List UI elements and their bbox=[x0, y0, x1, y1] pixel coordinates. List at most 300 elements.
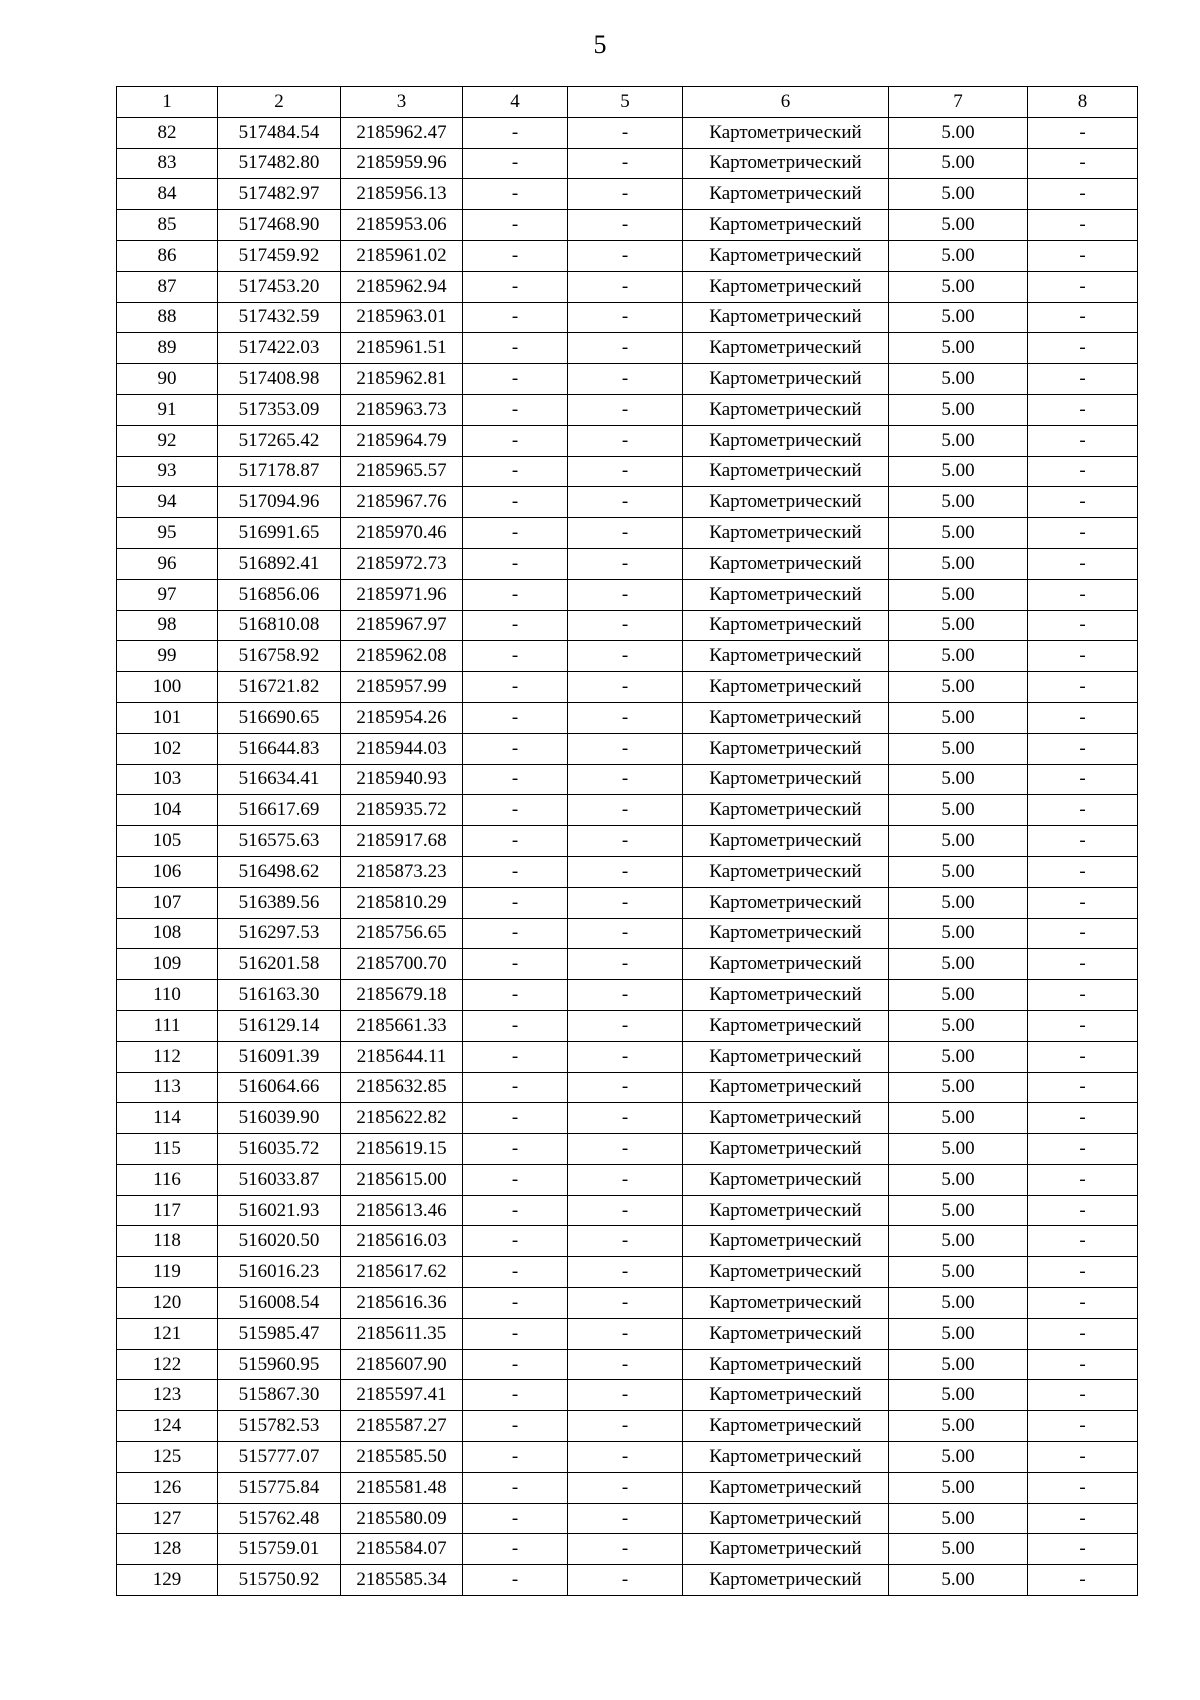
table-cell: - bbox=[463, 425, 568, 456]
table-cell: 115 bbox=[117, 1134, 218, 1165]
table-cell: 517178.87 bbox=[218, 456, 341, 487]
table-cell: - bbox=[1028, 179, 1138, 210]
table-cell: 5.00 bbox=[889, 1565, 1028, 1596]
table-cell: 5.00 bbox=[889, 733, 1028, 764]
table-cell: - bbox=[568, 702, 683, 733]
table-cell: - bbox=[1028, 887, 1138, 918]
table-cell: 2185700.70 bbox=[341, 949, 463, 980]
table-cell: 2185580.09 bbox=[341, 1503, 463, 1534]
table-cell: 2185935.72 bbox=[341, 795, 463, 826]
table-cell: - bbox=[1028, 333, 1138, 364]
table-cell: - bbox=[1028, 1349, 1138, 1380]
table-row bbox=[117, 148, 1138, 179]
table-cell: 515775.84 bbox=[218, 1472, 341, 1503]
table-cell: 5.00 bbox=[889, 672, 1028, 703]
table-cell: - bbox=[463, 610, 568, 641]
table-cell: - bbox=[463, 949, 568, 980]
table-cell: Картометрический bbox=[683, 641, 889, 672]
table-cell: 127 bbox=[117, 1503, 218, 1534]
table-cell: - bbox=[568, 425, 683, 456]
table-cell: 5.00 bbox=[889, 1195, 1028, 1226]
table-cell: 2185962.47 bbox=[341, 117, 463, 148]
table-cell: 121 bbox=[117, 1318, 218, 1349]
table-row bbox=[117, 1472, 1138, 1503]
table-cell: 111 bbox=[117, 1010, 218, 1041]
column-header: 3 bbox=[341, 87, 463, 118]
table-cell: 5.00 bbox=[889, 1103, 1028, 1134]
table-cell: - bbox=[463, 1503, 568, 1534]
table-row bbox=[117, 1380, 1138, 1411]
table-cell: Картометрический bbox=[683, 918, 889, 949]
table-cell: - bbox=[568, 1226, 683, 1257]
table-row bbox=[117, 1103, 1138, 1134]
table-cell: - bbox=[568, 487, 683, 518]
table-row bbox=[117, 548, 1138, 579]
table-cell: Картометрический bbox=[683, 579, 889, 610]
table-cell: - bbox=[463, 795, 568, 826]
table-cell: 2185917.68 bbox=[341, 826, 463, 857]
table-cell: 5.00 bbox=[889, 887, 1028, 918]
table-cell: 2185585.34 bbox=[341, 1565, 463, 1596]
table-cell: 517422.03 bbox=[218, 333, 341, 364]
table-cell: 112 bbox=[117, 1041, 218, 1072]
table-row bbox=[117, 918, 1138, 949]
table-cell: 2185619.15 bbox=[341, 1134, 463, 1165]
table-cell: 517353.09 bbox=[218, 394, 341, 425]
table-cell: 119 bbox=[117, 1257, 218, 1288]
table-cell: 5.00 bbox=[889, 641, 1028, 672]
table-cell: - bbox=[1028, 826, 1138, 857]
table-cell: - bbox=[463, 579, 568, 610]
table-cell: 5.00 bbox=[889, 1226, 1028, 1257]
table-cell: - bbox=[1028, 1195, 1138, 1226]
table-row bbox=[117, 1442, 1138, 1473]
table-cell: - bbox=[1028, 240, 1138, 271]
table-cell: 104 bbox=[117, 795, 218, 826]
table-cell: - bbox=[568, 641, 683, 672]
table-row bbox=[117, 271, 1138, 302]
table-cell: 5.00 bbox=[889, 117, 1028, 148]
table-cell: Картометрический bbox=[683, 1349, 889, 1380]
table-cell: 2185810.29 bbox=[341, 887, 463, 918]
table-cell: 5.00 bbox=[889, 148, 1028, 179]
table-header bbox=[117, 87, 1138, 118]
table-cell: 98 bbox=[117, 610, 218, 641]
table-cell: - bbox=[568, 1442, 683, 1473]
table-cell: 5.00 bbox=[889, 1164, 1028, 1195]
table-cell: - bbox=[463, 117, 568, 148]
table-row bbox=[117, 117, 1138, 148]
table-cell: - bbox=[463, 179, 568, 210]
table-cell: - bbox=[463, 702, 568, 733]
table-cell: 124 bbox=[117, 1411, 218, 1442]
table-row bbox=[117, 1565, 1138, 1596]
table-cell: 5.00 bbox=[889, 1072, 1028, 1103]
table-cell: 5.00 bbox=[889, 795, 1028, 826]
table-cell: - bbox=[568, 394, 683, 425]
table-cell: 516297.53 bbox=[218, 918, 341, 949]
table-cell: - bbox=[463, 1072, 568, 1103]
table-cell: Картометрический bbox=[683, 487, 889, 518]
table-cell: - bbox=[463, 1134, 568, 1165]
table-cell: 5.00 bbox=[889, 333, 1028, 364]
table-cell: - bbox=[568, 672, 683, 703]
table-cell: - bbox=[1028, 1134, 1138, 1165]
table-cell: - bbox=[568, 1164, 683, 1195]
table-row bbox=[117, 1534, 1138, 1565]
table-cell: - bbox=[1028, 518, 1138, 549]
table-cell: - bbox=[463, 1288, 568, 1319]
table-cell: 100 bbox=[117, 672, 218, 703]
table-row bbox=[117, 610, 1138, 641]
table-cell: - bbox=[1028, 1226, 1138, 1257]
table-row bbox=[117, 980, 1138, 1011]
table-row bbox=[117, 1257, 1138, 1288]
table-cell: 2185607.90 bbox=[341, 1349, 463, 1380]
table-cell: Картометрический bbox=[683, 795, 889, 826]
page-number: 5 bbox=[593, 30, 607, 59]
table-cell: Картометрический bbox=[683, 887, 889, 918]
table-cell: 5.00 bbox=[889, 1472, 1028, 1503]
table-cell: 516721.82 bbox=[218, 672, 341, 703]
table-cell: Картометрический bbox=[683, 394, 889, 425]
table-cell: - bbox=[568, 1318, 683, 1349]
table-cell: 516021.93 bbox=[218, 1195, 341, 1226]
table-cell: - bbox=[1028, 148, 1138, 179]
table-row bbox=[117, 1503, 1138, 1534]
table-cell: Картометрический bbox=[683, 1442, 889, 1473]
column-header: 7 bbox=[889, 87, 1028, 118]
table-cell: Картометрический bbox=[683, 1164, 889, 1195]
table-cell: - bbox=[1028, 210, 1138, 241]
table-cell: - bbox=[1028, 1257, 1138, 1288]
table-cell: 120 bbox=[117, 1288, 218, 1319]
table-cell: 515782.53 bbox=[218, 1411, 341, 1442]
table-cell: 88 bbox=[117, 302, 218, 333]
table-row bbox=[117, 456, 1138, 487]
table-cell: - bbox=[463, 856, 568, 887]
table-cell: 105 bbox=[117, 826, 218, 857]
table-cell: Картометрический bbox=[683, 672, 889, 703]
table-cell: 2185873.23 bbox=[341, 856, 463, 887]
table-cell: 516091.39 bbox=[218, 1041, 341, 1072]
table-cell: Картометрический bbox=[683, 1072, 889, 1103]
table-cell: 96 bbox=[117, 548, 218, 579]
table-cell: 2185661.33 bbox=[341, 1010, 463, 1041]
table-cell: 5.00 bbox=[889, 1257, 1028, 1288]
table-cell: 5.00 bbox=[889, 918, 1028, 949]
table-cell: - bbox=[1028, 1041, 1138, 1072]
table-cell: - bbox=[463, 1349, 568, 1380]
table-cell: - bbox=[463, 148, 568, 179]
table-cell: - bbox=[1028, 1288, 1138, 1319]
table-cell: - bbox=[463, 1010, 568, 1041]
table-cell: - bbox=[463, 548, 568, 579]
table-cell: - bbox=[1028, 1565, 1138, 1596]
table-cell: - bbox=[1028, 1072, 1138, 1103]
table-cell: - bbox=[463, 394, 568, 425]
table-cell: - bbox=[568, 1411, 683, 1442]
table-cell: Картометрический bbox=[683, 117, 889, 148]
table-cell: 125 bbox=[117, 1442, 218, 1473]
table-cell: 517453.20 bbox=[218, 271, 341, 302]
table-cell: - bbox=[463, 518, 568, 549]
table-cell: 516644.83 bbox=[218, 733, 341, 764]
table-cell: Картометрический bbox=[683, 302, 889, 333]
table-cell: - bbox=[568, 826, 683, 857]
table-cell: 5.00 bbox=[889, 271, 1028, 302]
table-cell: - bbox=[463, 1195, 568, 1226]
table-row bbox=[117, 1072, 1138, 1103]
table-row bbox=[117, 672, 1138, 703]
table-cell: 517482.80 bbox=[218, 148, 341, 179]
table-cell: Картометрический bbox=[683, 1010, 889, 1041]
table-cell: - bbox=[568, 1472, 683, 1503]
table-cell: - bbox=[1028, 1103, 1138, 1134]
table-cell: 5.00 bbox=[889, 394, 1028, 425]
table-cell: - bbox=[1028, 548, 1138, 579]
table-row bbox=[117, 240, 1138, 271]
table-cell: Картометрический bbox=[683, 425, 889, 456]
table-cell: - bbox=[568, 1010, 683, 1041]
table-cell: 99 bbox=[117, 641, 218, 672]
table-cell: 2185953.06 bbox=[341, 210, 463, 241]
table-cell: 5.00 bbox=[889, 1380, 1028, 1411]
table-cell: 5.00 bbox=[889, 518, 1028, 549]
table-cell: - bbox=[568, 302, 683, 333]
table-cell: Картометрический bbox=[683, 333, 889, 364]
header-row bbox=[117, 87, 1138, 118]
table-cell: 2185965.57 bbox=[341, 456, 463, 487]
table-cell: 516856.06 bbox=[218, 579, 341, 610]
table-row bbox=[117, 1041, 1138, 1072]
table-row bbox=[117, 1226, 1138, 1257]
table-cell: 2185585.50 bbox=[341, 1442, 463, 1473]
table-cell: 515867.30 bbox=[218, 1380, 341, 1411]
table-cell: 84 bbox=[117, 179, 218, 210]
table-row bbox=[117, 1288, 1138, 1319]
table-cell: 5.00 bbox=[889, 610, 1028, 641]
table-cell: - bbox=[1028, 1442, 1138, 1473]
table-cell: - bbox=[1028, 579, 1138, 610]
table-cell: 2185587.27 bbox=[341, 1411, 463, 1442]
table-cell: - bbox=[463, 1411, 568, 1442]
table-cell: 515777.07 bbox=[218, 1442, 341, 1473]
table-cell: - bbox=[568, 795, 683, 826]
table-cell: - bbox=[463, 240, 568, 271]
table-cell: - bbox=[1028, 949, 1138, 980]
table-cell: 515750.92 bbox=[218, 1565, 341, 1596]
table-cell: 5.00 bbox=[889, 210, 1028, 241]
column-header: 8 bbox=[1028, 87, 1138, 118]
table-cell: 516690.65 bbox=[218, 702, 341, 733]
table-cell: 2185617.62 bbox=[341, 1257, 463, 1288]
table-cell: 97 bbox=[117, 579, 218, 610]
table-cell: 106 bbox=[117, 856, 218, 887]
table-cell: 2185597.41 bbox=[341, 1380, 463, 1411]
table-cell: 517432.59 bbox=[218, 302, 341, 333]
table-row bbox=[117, 425, 1138, 456]
table-cell: 517482.97 bbox=[218, 179, 341, 210]
table-cell: - bbox=[1028, 1010, 1138, 1041]
table-cell: - bbox=[568, 1288, 683, 1319]
table-cell: - bbox=[568, 1072, 683, 1103]
table-cell: 516991.65 bbox=[218, 518, 341, 549]
table-cell: - bbox=[1028, 271, 1138, 302]
table-cell: - bbox=[463, 210, 568, 241]
table-cell: Картометрический bbox=[683, 980, 889, 1011]
table-cell: 516008.54 bbox=[218, 1288, 341, 1319]
table-cell: 517484.54 bbox=[218, 117, 341, 148]
table-cell: 5.00 bbox=[889, 1411, 1028, 1442]
table-cell: 117 bbox=[117, 1195, 218, 1226]
table-cell: - bbox=[463, 1534, 568, 1565]
table-cell: 5.00 bbox=[889, 1010, 1028, 1041]
table-cell: - bbox=[568, 240, 683, 271]
table-cell: 129 bbox=[117, 1565, 218, 1596]
table-cell: - bbox=[568, 1534, 683, 1565]
table-cell: 2185962.81 bbox=[341, 364, 463, 395]
table-cell: - bbox=[463, 980, 568, 1011]
table-cell: - bbox=[463, 302, 568, 333]
table-cell: - bbox=[1028, 394, 1138, 425]
table-cell: 102 bbox=[117, 733, 218, 764]
table-cell: - bbox=[568, 1565, 683, 1596]
table-cell: - bbox=[568, 518, 683, 549]
table-cell: 2185963.73 bbox=[341, 394, 463, 425]
table-cell: 85 bbox=[117, 210, 218, 241]
table-cell: - bbox=[463, 1164, 568, 1195]
table-cell: Картометрический bbox=[683, 1134, 889, 1165]
table-cell: 2185956.13 bbox=[341, 179, 463, 210]
table-row bbox=[117, 518, 1138, 549]
table-cell: - bbox=[568, 179, 683, 210]
table-cell: 5.00 bbox=[889, 1041, 1028, 1072]
table-cell: 101 bbox=[117, 702, 218, 733]
table-cell: 516389.56 bbox=[218, 887, 341, 918]
table-cell: 5.00 bbox=[889, 856, 1028, 887]
table-cell: 118 bbox=[117, 1226, 218, 1257]
table-cell: 2185962.94 bbox=[341, 271, 463, 302]
table-cell: 5.00 bbox=[889, 1134, 1028, 1165]
table-cell: - bbox=[1028, 456, 1138, 487]
table-cell: 516129.14 bbox=[218, 1010, 341, 1041]
table-cell: Картометрический bbox=[683, 826, 889, 857]
table-cell: 2185971.96 bbox=[341, 579, 463, 610]
table-cell: - bbox=[1028, 1380, 1138, 1411]
table-cell: 5.00 bbox=[889, 425, 1028, 456]
table-cell: 515985.47 bbox=[218, 1318, 341, 1349]
table-cell: - bbox=[463, 826, 568, 857]
table-row bbox=[117, 302, 1138, 333]
table-cell: - bbox=[463, 1472, 568, 1503]
table-cell: - bbox=[463, 672, 568, 703]
table-cell: - bbox=[568, 856, 683, 887]
table-cell: - bbox=[1028, 1472, 1138, 1503]
table-cell: 2185756.65 bbox=[341, 918, 463, 949]
table-row bbox=[117, 333, 1138, 364]
table-cell: 515762.48 bbox=[218, 1503, 341, 1534]
table-cell: - bbox=[568, 918, 683, 949]
table-cell: 82 bbox=[117, 117, 218, 148]
table-cell: 516020.50 bbox=[218, 1226, 341, 1257]
table-cell: 122 bbox=[117, 1349, 218, 1380]
table-cell: 5.00 bbox=[889, 456, 1028, 487]
table-cell: 2185970.46 bbox=[341, 518, 463, 549]
table-cell: 5.00 bbox=[889, 702, 1028, 733]
table-cell: - bbox=[1028, 702, 1138, 733]
table-cell: 5.00 bbox=[889, 949, 1028, 980]
table-cell: 5.00 bbox=[889, 1503, 1028, 1534]
table-cell: - bbox=[463, 887, 568, 918]
column-header: 4 bbox=[463, 87, 568, 118]
table-cell: - bbox=[1028, 856, 1138, 887]
table-cell: 5.00 bbox=[889, 548, 1028, 579]
table-cell: - bbox=[568, 1380, 683, 1411]
table-row bbox=[117, 394, 1138, 425]
table-cell: - bbox=[568, 271, 683, 302]
table-cell: - bbox=[568, 1503, 683, 1534]
table-cell: - bbox=[463, 364, 568, 395]
table-cell: - bbox=[1028, 1318, 1138, 1349]
table-cell: - bbox=[1028, 487, 1138, 518]
table-cell: - bbox=[463, 1380, 568, 1411]
table-cell: 516810.08 bbox=[218, 610, 341, 641]
table-cell: 2185644.11 bbox=[341, 1041, 463, 1072]
table-row bbox=[117, 702, 1138, 733]
table-cell: 5.00 bbox=[889, 1442, 1028, 1473]
table-cell: Картометрический bbox=[683, 271, 889, 302]
table-cell: 113 bbox=[117, 1072, 218, 1103]
table-cell: - bbox=[568, 610, 683, 641]
table-cell: 107 bbox=[117, 887, 218, 918]
table-cell: 517468.90 bbox=[218, 210, 341, 241]
table-cell: 516201.58 bbox=[218, 949, 341, 980]
column-header: 1 bbox=[117, 87, 218, 118]
table-cell: 2185944.03 bbox=[341, 733, 463, 764]
table-cell: Картометрический bbox=[683, 1195, 889, 1226]
table-cell: 91 bbox=[117, 394, 218, 425]
table-row bbox=[117, 826, 1138, 857]
table-cell: - bbox=[568, 733, 683, 764]
table-cell: 83 bbox=[117, 148, 218, 179]
table-body bbox=[117, 117, 1138, 1595]
table-cell: 2185961.51 bbox=[341, 333, 463, 364]
table-row bbox=[117, 764, 1138, 795]
table-row bbox=[117, 887, 1138, 918]
table-cell: Картометрический bbox=[683, 1288, 889, 1319]
table-cell: 5.00 bbox=[889, 179, 1028, 210]
table-cell: Картометрический bbox=[683, 148, 889, 179]
table-cell: 2185962.08 bbox=[341, 641, 463, 672]
table-cell: 516016.23 bbox=[218, 1257, 341, 1288]
table-cell: 2185616.36 bbox=[341, 1288, 463, 1319]
table-cell: Картометрический bbox=[683, 1534, 889, 1565]
table-cell: 126 bbox=[117, 1472, 218, 1503]
table-cell: - bbox=[463, 1442, 568, 1473]
table-cell: 516033.87 bbox=[218, 1164, 341, 1195]
table-cell: Картометрический bbox=[683, 548, 889, 579]
table-cell: 2185967.76 bbox=[341, 487, 463, 518]
table-cell: 2185963.01 bbox=[341, 302, 463, 333]
table-cell: 516064.66 bbox=[218, 1072, 341, 1103]
table-cell: 5.00 bbox=[889, 1288, 1028, 1319]
table-row bbox=[117, 1010, 1138, 1041]
table-cell: Картометрический bbox=[683, 1041, 889, 1072]
table-cell: 2185611.35 bbox=[341, 1318, 463, 1349]
column-header: 6 bbox=[683, 87, 889, 118]
table-cell: Картометрический bbox=[683, 364, 889, 395]
